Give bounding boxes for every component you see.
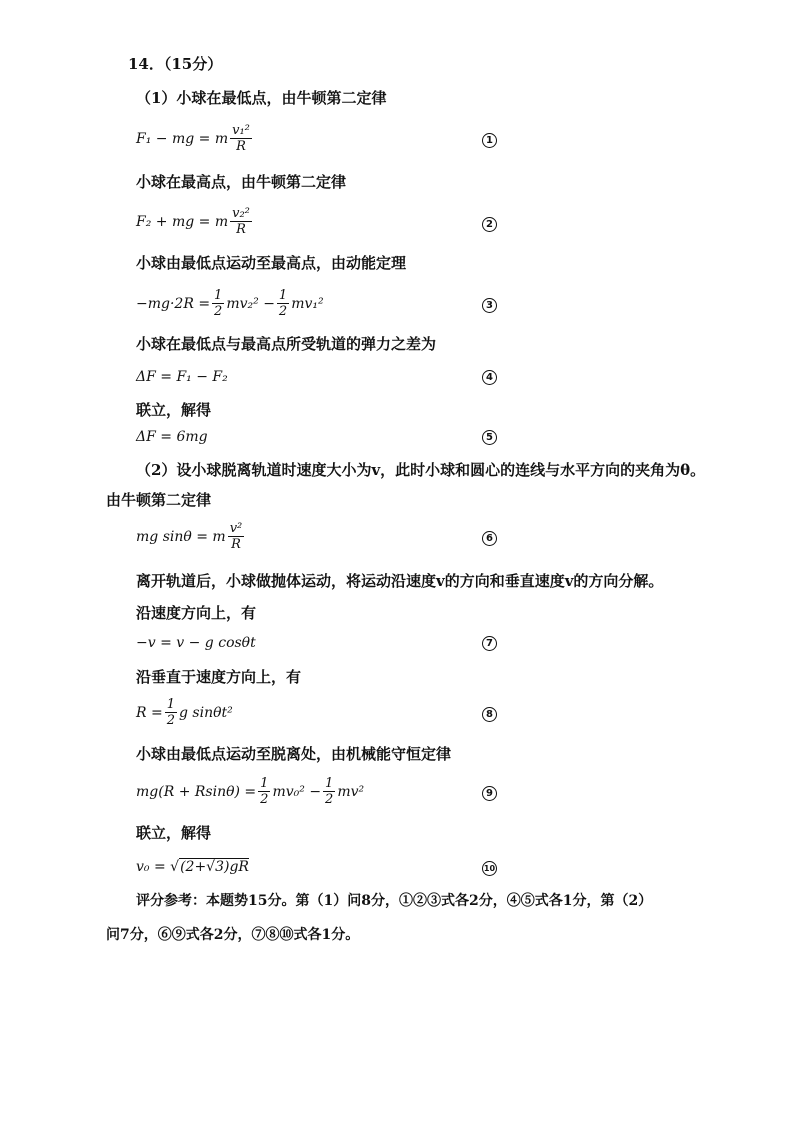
eq9-b-den: 2 bbox=[325, 792, 334, 807]
scoring-line-1: 评分参考：本题势15分。第（1）问8分，①②③式各2分，④⑤式各1分，第（2） bbox=[136, 893, 653, 909]
marker-1: 1 bbox=[482, 133, 497, 148]
part1-text3: 小球由最低点运动至最高点，由动能定理 bbox=[136, 254, 407, 272]
equation-9 bbox=[136, 776, 364, 807]
equation-6 bbox=[136, 521, 246, 552]
part1-text5: 联立，解得 bbox=[136, 401, 212, 419]
part1-text4: 小球在最低点与最高点所受轨道的弹力之差为 bbox=[136, 335, 437, 353]
eq2-left: F₂ + mg = m bbox=[136, 213, 229, 230]
equation-10 bbox=[136, 858, 249, 875]
part2-text11: 联立，解得 bbox=[136, 824, 212, 842]
eq3-left: −mg·2R = bbox=[136, 295, 211, 312]
eq10-radicand: (2+√3)gR bbox=[180, 859, 249, 875]
part2-text8: 沿速度方向上，有 bbox=[136, 604, 257, 622]
equation-3 bbox=[136, 288, 324, 319]
eq8-num: 1 bbox=[166, 697, 176, 712]
scoring-line-2: 问7分，⑥⑨式各2分，⑦⑧⑩式各1分。 bbox=[106, 927, 360, 943]
eq3-b-num: 1 bbox=[278, 288, 288, 303]
eq8-left: R = bbox=[136, 704, 163, 721]
equation-4: ΔF = F₁ − F₂ bbox=[136, 369, 228, 385]
marker-2: 2 bbox=[482, 217, 497, 232]
marker-5: 5 bbox=[482, 430, 497, 445]
part2-text9: 沿垂直于速度方向上，有 bbox=[136, 668, 302, 686]
equation-8 bbox=[136, 697, 233, 728]
eq3-a-num: 1 bbox=[214, 288, 223, 303]
eq3-b-den: 2 bbox=[278, 304, 288, 319]
eq6-num: v² bbox=[229, 521, 243, 536]
marker-4: 4 bbox=[482, 370, 497, 385]
part2-text10: 小球由最低点运动至脱离处，由机械能守恒定律 bbox=[136, 745, 452, 763]
equation-7: −v = v − g cosθt bbox=[136, 635, 256, 651]
eq9-a-den: 2 bbox=[260, 792, 269, 807]
marker-10: 10 bbox=[482, 861, 497, 876]
eq1-num: v₁² bbox=[232, 123, 250, 138]
part2-intro: （2）设小球脱离轨道时速度大小为v，此时小球和圆心的连线与水平方向的夹角为θ。 bbox=[136, 461, 706, 479]
eq9-b-num: 1 bbox=[325, 776, 334, 791]
marker-8: 8 bbox=[482, 707, 497, 722]
eq3-a-tail: mv₂² − bbox=[226, 295, 275, 312]
eq9-a-tail: mv₀² − bbox=[272, 783, 322, 800]
eq8-tail: g sinθt² bbox=[179, 704, 233, 721]
eq2-den: R bbox=[236, 222, 246, 237]
eq9-a-num: 1 bbox=[260, 776, 269, 791]
eq1-den: R bbox=[236, 139, 246, 154]
eq9-left: mg(R + Rsinθ) = bbox=[136, 783, 257, 800]
question-header: 14．（15分） bbox=[128, 55, 223, 73]
marker-7: 7 bbox=[482, 636, 497, 651]
eq9-b-tail: mv² bbox=[337, 783, 365, 800]
eq3-a-den: 2 bbox=[214, 304, 223, 319]
eq6-den: R bbox=[231, 537, 241, 552]
part1-intro: （1）小球在最低点，由牛顿第二定律 bbox=[136, 89, 387, 107]
eq2-num: v₂² bbox=[232, 206, 250, 221]
eq10-left: v₀ = √ bbox=[136, 858, 180, 875]
eq6-left: mg sinθ = m bbox=[136, 528, 226, 545]
equation-5: ΔF = 6mg bbox=[136, 429, 208, 445]
part2-intro-cont: 由牛顿第二定律 bbox=[106, 491, 212, 509]
equation-1 bbox=[136, 123, 254, 154]
marker-9: 9 bbox=[482, 786, 497, 801]
equation-2 bbox=[136, 206, 254, 237]
eq1-left: F₁ − mg = m bbox=[136, 130, 229, 147]
marker-3: 3 bbox=[482, 298, 497, 313]
part2-text7: 离开轨道后，小球做抛体运动，将运动沿速度v的方向和垂直速度v的方向分解。 bbox=[136, 572, 664, 590]
marker-6: 6 bbox=[482, 531, 497, 546]
eq3-b-tail: mv₁² bbox=[291, 295, 324, 312]
part1-text2: 小球在最高点，由牛顿第二定律 bbox=[136, 173, 347, 191]
eq8-den: 2 bbox=[166, 713, 176, 728]
